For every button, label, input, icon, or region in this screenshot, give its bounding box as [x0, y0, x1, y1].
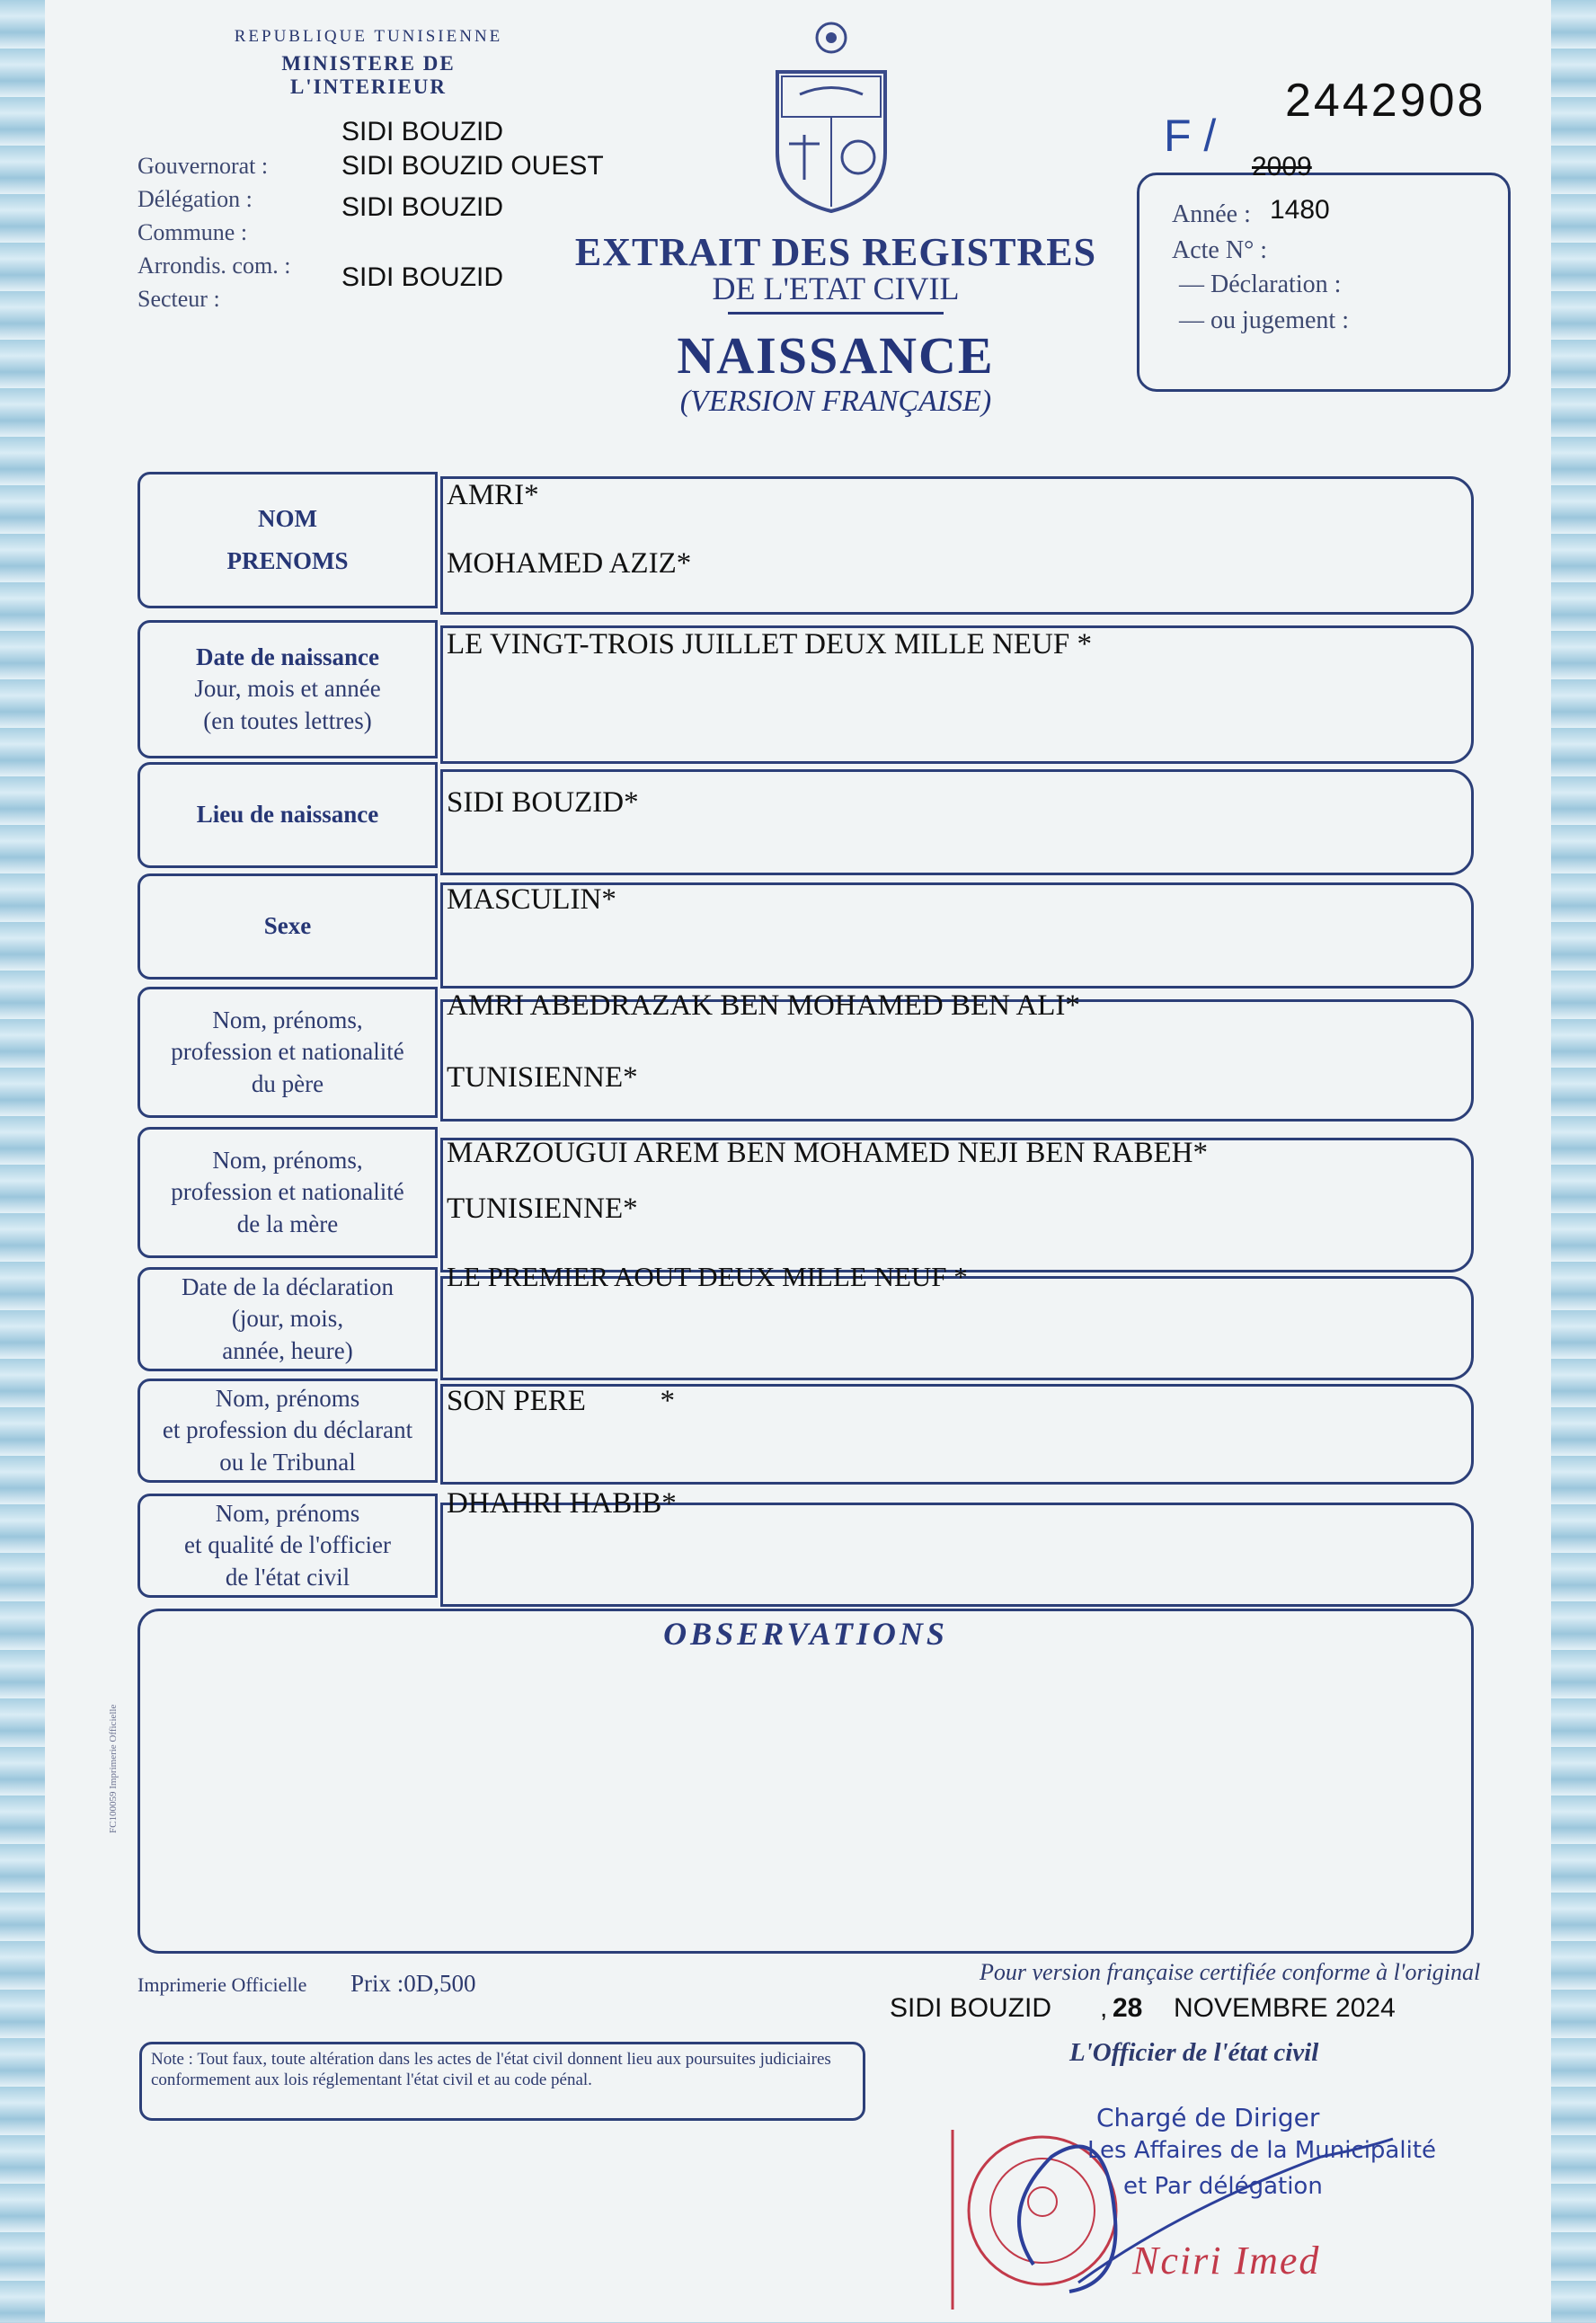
delegation-label: Délégation : — [137, 186, 253, 212]
legal-note: Note : Tout faux, toute altération dans les actes de l'état civil donnent lieu aux poursuites judiciaires conformement aux lois réglementant l'état civil et au code pénal. — [139, 2042, 865, 2121]
reference-box — [1137, 152, 1511, 392]
ministry-heading: MINISTERE DE L'INTERIEUR — [281, 52, 456, 98]
acte-label: Acte N° : — [1172, 236, 1268, 264]
date-naissance-sub1: Jour, mois et année — [194, 675, 381, 703]
nom-prenoms-label — [137, 472, 438, 608]
lieu-naissance-value-box — [440, 769, 1474, 875]
pere-label-line1: Nom, prénoms, — [212, 1006, 363, 1034]
imprimerie-label: Imprimerie Officielle — [137, 1973, 307, 1996]
pere-nationalite-value: TUNISIENNE* — [447, 1061, 638, 1094]
date-naissance-value: LE VINGT-TROIS JUILLET DEUX MILLE NEUF * — [447, 628, 1092, 661]
annee-label: Année : — [1172, 200, 1251, 228]
date-naissance-sub2: (en toutes lettres) — [203, 706, 372, 734]
declaration-date-value-box — [440, 1261, 1474, 1380]
arrondis-value: SIDI BOUZID — [341, 262, 504, 292]
officier-label-line2: et qualité de l'officier — [183, 1531, 391, 1559]
mere-label-line2: profession et nationalité — [171, 1178, 404, 1206]
document-title: EXTRAIT DES REGISTRES — [574, 230, 1097, 274]
arrondis-label: Arrondis. com. : — [137, 253, 291, 279]
sexe-value-box — [440, 882, 1474, 989]
lieu-naissance-label — [137, 762, 438, 868]
declaration-date-value: LE PREMIER AOUT DEUX MILLE NEUF * — [447, 1261, 968, 1292]
officier-label — [137, 1494, 438, 1598]
title-divider — [728, 312, 944, 315]
declarant-label-line2: et profession du déclarant — [162, 1416, 413, 1444]
declaration-label-line1: Date de la déclaration — [181, 1273, 395, 1301]
annee-value: 2009 — [1252, 152, 1312, 182]
delegation-value: SIDI BOUZID OUEST — [341, 151, 604, 181]
declaration-label: — Déclaration : — [1179, 270, 1342, 298]
declaration-label-line3: année, heure) — [222, 1336, 353, 1364]
mere-label — [137, 1127, 438, 1258]
document-subtitle: DE L'ETAT CIVIL — [712, 270, 960, 306]
lieu-naissance-value: SIDI BOUZID* — [447, 786, 639, 819]
jugement-label: — ou jugement : — [1179, 306, 1349, 334]
declarant-value: SON PERE * — [447, 1385, 675, 1417]
prenoms-label: PRENOMS — [226, 547, 349, 574]
pere-label-line2: profession et nationalité — [171, 1038, 404, 1066]
issue-day: 28 — [1113, 1993, 1143, 2023]
gouvernorat-value: SIDI BOUZID — [341, 117, 504, 146]
prix-label: Prix :0D,500 — [350, 1970, 476, 1997]
nom-prenoms-value-box — [440, 476, 1474, 615]
coat-of-arms-emblem — [764, 18, 899, 216]
acte-value: 1480 — [1270, 195, 1330, 225]
commune-label: Commune : — [137, 219, 248, 245]
officier-value-box — [440, 1487, 1474, 1607]
mere-label-line1: Nom, prénoms, — [212, 1147, 363, 1175]
declarant-value-box — [440, 1384, 1474, 1485]
secteur-label: Secteur : — [137, 286, 220, 312]
declarant-label-line3: ou le Tribunal — [219, 1448, 356, 1476]
prenoms-value: MOHAMED AZIZ* — [447, 547, 692, 580]
pere-label-line3: du père — [251, 1069, 324, 1097]
act-type-title: NAISSANCE — [677, 326, 995, 385]
date-naissance-label — [137, 620, 438, 758]
observations-box — [137, 1609, 1474, 1954]
stamp-line1: Chargé de Diriger — [1096, 2103, 1320, 2132]
declarant-label — [137, 1379, 438, 1483]
nom-label: NOM — [258, 504, 317, 532]
declaration-label-line2: (jour, mois, — [231, 1305, 344, 1333]
stamp-line2: Les Affaires de la Municipalité — [1087, 2137, 1437, 2164]
version-label: (VERSION FRANÇAISE) — [679, 385, 992, 418]
declarant-label-line1: Nom, prénoms — [215, 1385, 360, 1413]
pere-nom-value: AMRI ABEDRAZAK BEN MOHAMED BEN ALI* — [447, 989, 1080, 1022]
commune-value: SIDI BOUZID — [341, 192, 504, 222]
issue-city: SIDI BOUZID — [890, 1993, 1052, 2023]
signatory-name: Nciri Imed — [1132, 2239, 1321, 2283]
sexe-label — [137, 873, 438, 980]
gouvernorat-label: Gouvernorat : — [137, 153, 269, 179]
seal-graphic — [944, 2103, 1447, 2319]
date-naissance-value-box — [440, 625, 1474, 764]
declaration-date-label — [137, 1267, 438, 1371]
mere-nom-value: MARZOUGUI AREM BEN MOHAMED NEJI BEN RABEH* — [447, 1137, 1209, 1169]
issue-month-year: NOVEMBRE 2024 — [1174, 1993, 1396, 2023]
officier-value: DHAHRI HABIB* — [447, 1487, 677, 1520]
document-sheet — [45, 0, 1551, 2322]
officier-label-line3: de l'état civil — [225, 1563, 350, 1591]
side-print-code: FC100059 Imprimerie Officielle — [108, 1704, 119, 1833]
official-stamp-area — [944, 2103, 1447, 2319]
officier-label-line1: Nom, prénoms — [215, 1500, 360, 1528]
pere-label — [137, 987, 438, 1118]
mere-value-box — [440, 1138, 1474, 1272]
mere-nationalite-value: TUNISIENNE* — [447, 1193, 638, 1225]
date-naissance-title: Date de naissance — [196, 643, 379, 671]
lieu-naissance-title: Lieu de naissance — [196, 801, 379, 829]
officier-title: L'Officier de l'état civil — [1069, 2038, 1319, 2067]
reference-prefix: F / — [1164, 111, 1217, 161]
certification-statement: Pour version française certifiée conforme à l'original — [980, 1959, 1481, 1985]
issue-date-separator: , — [1100, 1993, 1108, 2023]
sexe-title: Sexe — [263, 912, 312, 940]
pere-value-box — [440, 989, 1474, 1122]
stamp-line3: et Par délégation — [1123, 2173, 1323, 2200]
observations-title: OBSERVATIONS — [663, 1616, 948, 1652]
nom-value: AMRI* — [447, 479, 539, 511]
serial-number: 2442908 — [1285, 75, 1486, 127]
republic-heading: REPUBLIQUE TUNISIENNE — [234, 27, 503, 46]
mere-label-line3: de la mère — [236, 1210, 339, 1237]
sexe-value: MASCULIN* — [447, 883, 616, 916]
